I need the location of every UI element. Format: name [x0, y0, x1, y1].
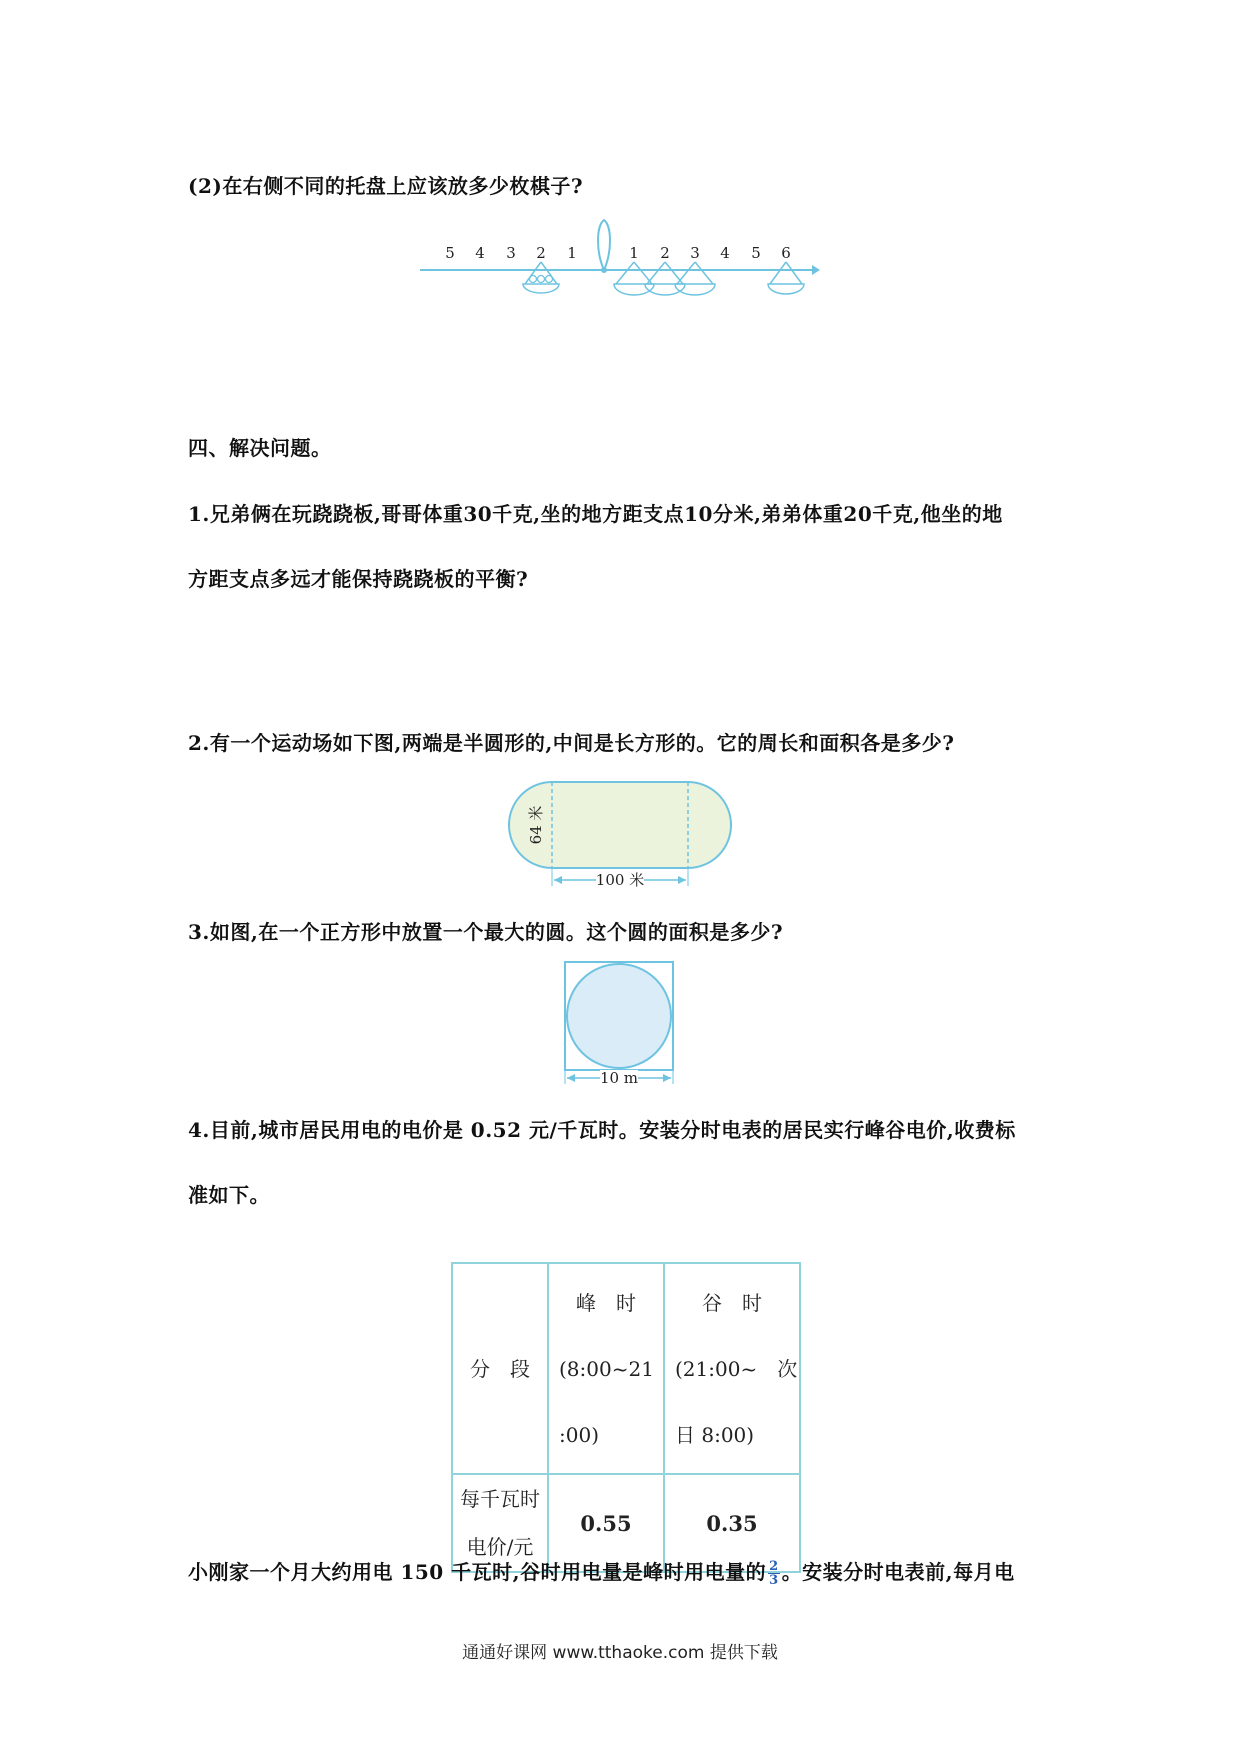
tick-right-3: 3 — [690, 244, 700, 262]
valley-range-line-1: (21:00~ 次 — [675, 1356, 798, 1381]
tick-right-4: 4 — [720, 244, 730, 262]
tick-left-1: 1 — [567, 244, 577, 262]
peak-price: 0.55 — [548, 1474, 664, 1572]
problem-1-line-2: 方距支点多远才能保持跷跷板的平衡? — [188, 567, 529, 591]
page-footer: 通通好课网 www.tthaoke.com 提供下载 — [462, 1643, 778, 1663]
left-pan — [523, 262, 559, 293]
tick-left-5: 5 — [445, 244, 455, 262]
peak-title: 峰 时 — [576, 1290, 636, 1315]
balance-figure — [420, 218, 820, 308]
cell-segment-header — [452, 1263, 548, 1474]
problem-3-line-1: 3.如图,在一个正方形中放置一个最大的圆。这个圆的面积是多少? — [188, 920, 784, 944]
section-4-heading: 四、解决问题。 — [188, 436, 332, 460]
tick-right-6: 6 — [781, 244, 791, 262]
sports-field-figure — [500, 772, 740, 892]
valley-price: 0.35 — [664, 1474, 800, 1572]
valley-range-line-2: 日 8:00) — [675, 1422, 755, 1447]
table-row-segments — [452, 1263, 800, 1474]
tick-left-3: 3 — [506, 244, 516, 262]
question-2-sub: (2)在右侧不同的托盘上应该放多少枚棋子? — [188, 174, 584, 198]
tick-right-1: 1 — [629, 244, 639, 262]
fraction-two-thirds — [768, 1560, 780, 1587]
field-width-label: 100 米 — [595, 871, 645, 889]
problem-4-line-3 — [188, 1556, 1015, 1587]
problem-4-line-1: 4.目前,城市居民用电的电价是 0.52 元/千瓦时。安装分时电表的居民实行峰谷电价,收费标 — [188, 1118, 1016, 1142]
valley-title: 谷 时 — [702, 1290, 762, 1315]
tick-right-2: 2 — [660, 244, 670, 262]
square-side-label: 10 m — [599, 1069, 639, 1087]
tick-left-4: 4 — [475, 244, 485, 262]
right-pan-6 — [768, 262, 804, 294]
price-label-line-1: 每千瓦时 — [460, 1487, 540, 1511]
cell-peak — [548, 1263, 664, 1474]
peak-range-line-1: (8:00~21 — [559, 1356, 654, 1381]
peak-range-line-2: :00) — [559, 1422, 599, 1447]
tariff-table — [451, 1262, 801, 1573]
problem-1-line-1: 1.兄弟俩在玩跷跷板,哥哥体重30千克,坐的地方距支点10分米,弟弟体重20千克,他坐的地 — [188, 502, 1003, 526]
problem-4-line-2: 准如下。 — [188, 1183, 270, 1207]
tick-labels-right — [629, 244, 791, 262]
square-circle-figure — [560, 958, 680, 1088]
problem-4-line-3-end: 。安装分时电表前,每月电 — [781, 1560, 1015, 1584]
tick-left-2: 2 — [536, 244, 546, 262]
tick-right-5: 5 — [751, 244, 761, 262]
fraction-numerator: 2 — [769, 1559, 779, 1574]
cell-valley — [664, 1263, 800, 1474]
segment-label: 分 段 — [470, 1356, 530, 1381]
tick-labels-left — [445, 244, 577, 262]
problem-4-line-3-start: 小刚家一个月大约用电 150 千瓦时,谷时用电量是峰时用电量的 — [188, 1560, 767, 1584]
fraction-denominator: 3 — [769, 1573, 779, 1588]
field-height-label: 64 米 — [527, 805, 545, 845]
price-label-line-2: 电价/元 — [466, 1535, 534, 1559]
problem-2-line-1: 2.有一个运动场如下图,两端是半圆形的,中间是长方形的。它的周长和面积各是多少? — [188, 731, 955, 755]
